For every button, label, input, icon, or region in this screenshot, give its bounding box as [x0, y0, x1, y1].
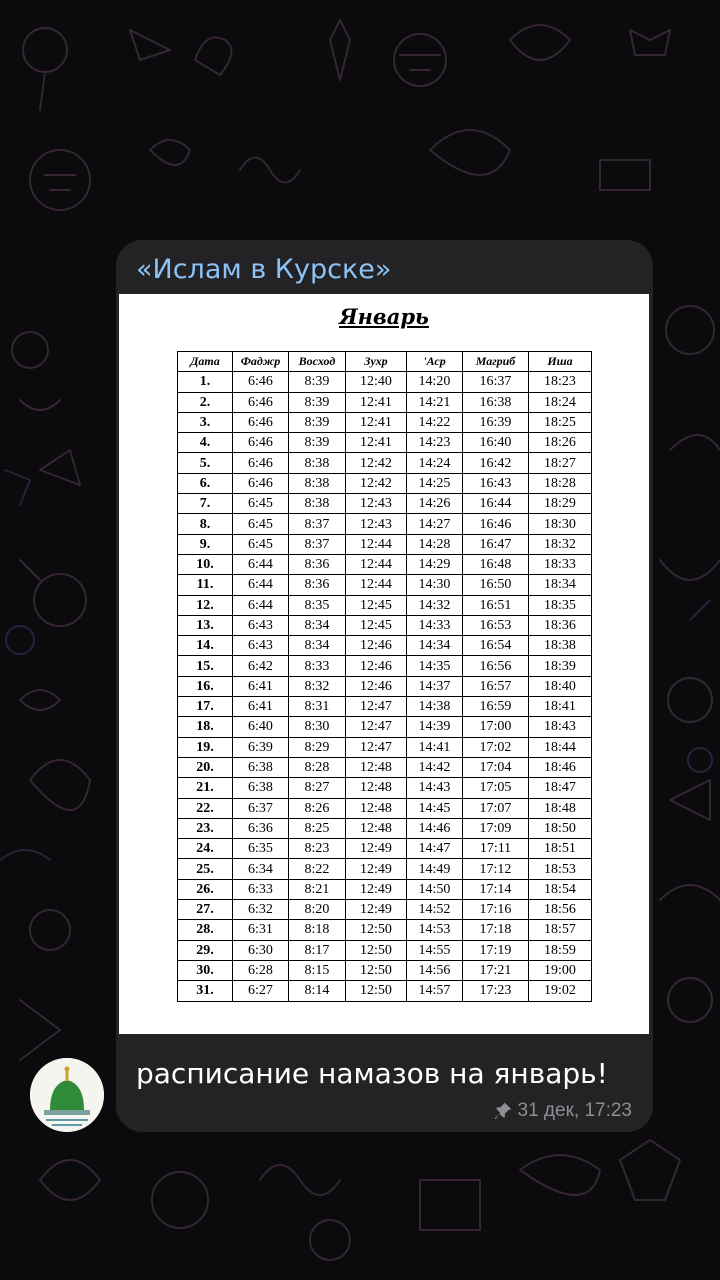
time-cell: 6:45 [233, 534, 289, 554]
time-cell: 14:38 [407, 697, 463, 717]
time-cell: 14:20 [407, 372, 463, 392]
time-cell: 6:43 [233, 615, 289, 635]
time-cell: 18:24 [529, 392, 592, 412]
time-cell: 14:29 [407, 554, 463, 574]
time-cell: 6:40 [233, 717, 289, 737]
time-cell: 6:39 [233, 737, 289, 757]
time-cell: 16:53 [463, 615, 529, 635]
time-cell: 6:44 [233, 575, 289, 595]
date-cell: 23. [178, 818, 233, 838]
time-cell: 18:43 [529, 717, 592, 737]
time-cell: 6:42 [233, 656, 289, 676]
time-cell: 14:32 [407, 595, 463, 615]
time-cell: 8:32 [289, 676, 346, 696]
time-cell: 8:26 [289, 798, 346, 818]
time-cell: 18:50 [529, 818, 592, 838]
table-row [178, 636, 592, 656]
table-row [178, 575, 592, 595]
table-header-row [178, 352, 592, 372]
time-cell: 6:46 [233, 433, 289, 453]
time-cell: 18:30 [529, 514, 592, 534]
time-cell: 12:45 [346, 615, 407, 635]
date-cell: 25. [178, 859, 233, 879]
time-cell: 12:41 [346, 392, 407, 412]
table-row [178, 839, 592, 859]
table-row [178, 900, 592, 920]
time-cell: 8:34 [289, 636, 346, 656]
time-cell: 18:27 [529, 453, 592, 473]
time-cell: 17:11 [463, 839, 529, 859]
time-cell: 14:52 [407, 900, 463, 920]
time-cell: 12:47 [346, 737, 407, 757]
table-row [178, 920, 592, 940]
date-cell: 18. [178, 717, 233, 737]
time-cell: 12:44 [346, 554, 407, 574]
time-cell: 12:45 [346, 595, 407, 615]
time-cell: 8:20 [289, 900, 346, 920]
time-cell: 18:28 [529, 473, 592, 493]
time-cell: 12:43 [346, 494, 407, 514]
time-cell: 6:44 [233, 554, 289, 574]
time-cell: 12:50 [346, 920, 407, 940]
time-cell: 14:56 [407, 960, 463, 980]
time-cell: 17:04 [463, 757, 529, 777]
time-cell: 17:23 [463, 981, 529, 1001]
time-cell: 6:46 [233, 473, 289, 493]
time-cell: 14:33 [407, 615, 463, 635]
message-meta [492, 1096, 632, 1126]
time-cell: 8:25 [289, 818, 346, 838]
time-cell: 17:00 [463, 717, 529, 737]
table-row [178, 615, 592, 635]
date-cell: 11. [178, 575, 233, 595]
time-cell: 8:38 [289, 453, 346, 473]
time-cell: 17:05 [463, 778, 529, 798]
channel-name[interactable]: «Ислам в Курске» [136, 254, 392, 285]
time-cell: 12:44 [346, 534, 407, 554]
time-cell: 12:42 [346, 473, 407, 493]
time-cell: 8:37 [289, 534, 346, 554]
time-cell: 6:28 [233, 960, 289, 980]
time-cell: 16:51 [463, 595, 529, 615]
time-cell: 12:50 [346, 940, 407, 960]
table-row [178, 981, 592, 1001]
time-cell: 18:38 [529, 636, 592, 656]
date-cell: 2. [178, 392, 233, 412]
time-cell: 12:43 [346, 514, 407, 534]
time-cell: 6:33 [233, 879, 289, 899]
time-cell: 18:44 [529, 737, 592, 757]
date-cell: 3. [178, 412, 233, 432]
table-row [178, 595, 592, 615]
time-cell: 12:50 [346, 960, 407, 980]
time-cell: 8:23 [289, 839, 346, 859]
prayer-schedule-table [177, 351, 592, 1002]
time-cell: 17:02 [463, 737, 529, 757]
table-header-cell: Фаджр [233, 352, 289, 372]
time-cell: 12:46 [346, 676, 407, 696]
table-row [178, 798, 592, 818]
date-cell: 6. [178, 473, 233, 493]
time-cell: 18:40 [529, 676, 592, 696]
time-cell: 12:47 [346, 697, 407, 717]
time-cell: 17:19 [463, 940, 529, 960]
time-cell: 8:38 [289, 473, 346, 493]
table-row [178, 372, 592, 392]
table-row [178, 433, 592, 453]
time-cell: 14:49 [407, 859, 463, 879]
time-cell: 17:12 [463, 859, 529, 879]
time-cell: 12:48 [346, 818, 407, 838]
table-row [178, 757, 592, 777]
time-cell: 14:46 [407, 818, 463, 838]
time-cell: 18:57 [529, 920, 592, 940]
table-row [178, 534, 592, 554]
time-cell: 6:46 [233, 372, 289, 392]
date-cell: 17. [178, 697, 233, 717]
table-row [178, 778, 592, 798]
time-cell: 18:56 [529, 900, 592, 920]
time-cell: 6:34 [233, 859, 289, 879]
time-cell: 14:24 [407, 453, 463, 473]
date-cell: 20. [178, 757, 233, 777]
time-cell: 14:35 [407, 656, 463, 676]
time-cell: 8:21 [289, 879, 346, 899]
time-cell: 17:16 [463, 900, 529, 920]
time-cell: 8:15 [289, 960, 346, 980]
date-cell: 5. [178, 453, 233, 473]
date-cell: 26. [178, 879, 233, 899]
time-cell: 14:28 [407, 534, 463, 554]
time-cell: 8:34 [289, 615, 346, 635]
date-cell: 10. [178, 554, 233, 574]
time-cell: 14:26 [407, 494, 463, 514]
table-row [178, 737, 592, 757]
time-cell: 8:36 [289, 575, 346, 595]
time-cell: 16:43 [463, 473, 529, 493]
date-cell: 14. [178, 636, 233, 656]
time-cell: 18:33 [529, 554, 592, 574]
date-cell: 8. [178, 514, 233, 534]
date-cell: 30. [178, 960, 233, 980]
time-cell: 14:27 [407, 514, 463, 534]
time-cell: 18:47 [529, 778, 592, 798]
date-cell: 9. [178, 534, 233, 554]
table-header-cell: Восход [289, 352, 346, 372]
time-cell: 8:18 [289, 920, 346, 940]
table-row [178, 412, 592, 432]
channel-avatar[interactable] [30, 1058, 104, 1132]
time-cell: 8:33 [289, 656, 346, 676]
table-row [178, 453, 592, 473]
time-cell: 16:59 [463, 697, 529, 717]
time-cell: 14:25 [407, 473, 463, 493]
time-cell: 18:26 [529, 433, 592, 453]
date-cell: 27. [178, 900, 233, 920]
time-cell: 16:57 [463, 676, 529, 696]
table-row [178, 514, 592, 534]
table-header-cell: Дата [178, 352, 233, 372]
time-cell: 6:45 [233, 514, 289, 534]
table-row [178, 818, 592, 838]
time-cell: 12:48 [346, 798, 407, 818]
time-cell: 8:36 [289, 554, 346, 574]
time-cell: 12:49 [346, 879, 407, 899]
time-cell: 17:18 [463, 920, 529, 940]
time-cell: 14:50 [407, 879, 463, 899]
time-cell: 17:14 [463, 879, 529, 899]
time-cell: 8:31 [289, 697, 346, 717]
date-cell: 19. [178, 737, 233, 757]
date-cell: 13. [178, 615, 233, 635]
time-cell: 8:27 [289, 778, 346, 798]
time-cell: 16:54 [463, 636, 529, 656]
time-cell: 16:39 [463, 412, 529, 432]
time-cell: 18:32 [529, 534, 592, 554]
time-cell: 6:37 [233, 798, 289, 818]
table-row [178, 940, 592, 960]
time-cell: 16:46 [463, 514, 529, 534]
time-cell: 14:43 [407, 778, 463, 798]
time-cell: 19:02 [529, 981, 592, 1001]
time-cell: 8:39 [289, 372, 346, 392]
table-row [178, 494, 592, 514]
time-cell: 6:35 [233, 839, 289, 859]
time-cell: 12:46 [346, 656, 407, 676]
time-cell: 14:45 [407, 798, 463, 818]
time-cell: 16:42 [463, 453, 529, 473]
time-cell: 18:51 [529, 839, 592, 859]
time-cell: 18:36 [529, 615, 592, 635]
time-cell: 8:39 [289, 412, 346, 432]
time-cell: 6:32 [233, 900, 289, 920]
time-cell: 6:43 [233, 636, 289, 656]
date-cell: 16. [178, 676, 233, 696]
time-cell: 14:22 [407, 412, 463, 432]
time-cell: 14:47 [407, 839, 463, 859]
time-cell: 18:29 [529, 494, 592, 514]
date-cell: 15. [178, 656, 233, 676]
time-cell: 6:45 [233, 494, 289, 514]
time-cell: 12:48 [346, 778, 407, 798]
time-cell: 8:17 [289, 940, 346, 960]
time-cell: 8:38 [289, 494, 346, 514]
time-cell: 12:50 [346, 981, 407, 1001]
time-cell: 12:49 [346, 859, 407, 879]
time-cell: 14:23 [407, 433, 463, 453]
time-cell: 17:21 [463, 960, 529, 980]
time-cell: 6:30 [233, 940, 289, 960]
message-timestamp: 31 дек, 17:23 [517, 1100, 632, 1121]
time-cell: 14:37 [407, 676, 463, 696]
time-cell: 18:54 [529, 879, 592, 899]
time-cell: 16:38 [463, 392, 529, 412]
time-cell: 18:59 [529, 940, 592, 960]
time-cell: 6:31 [233, 920, 289, 940]
time-cell: 6:46 [233, 412, 289, 432]
time-cell: 8:22 [289, 859, 346, 879]
time-cell: 14:34 [407, 636, 463, 656]
time-cell: 18:25 [529, 412, 592, 432]
date-cell: 22. [178, 798, 233, 818]
time-cell: 8:29 [289, 737, 346, 757]
table-row [178, 859, 592, 879]
time-cell: 16:50 [463, 575, 529, 595]
schedule-month-title: Январь [339, 304, 429, 329]
time-cell: 18:34 [529, 575, 592, 595]
time-cell: 18:39 [529, 656, 592, 676]
time-cell: 8:39 [289, 433, 346, 453]
time-cell: 6:46 [233, 392, 289, 412]
date-cell: 7. [178, 494, 233, 514]
time-cell: 16:37 [463, 372, 529, 392]
time-cell: 18:48 [529, 798, 592, 818]
date-cell: 12. [178, 595, 233, 615]
time-cell: 14:53 [407, 920, 463, 940]
time-cell: 6:46 [233, 453, 289, 473]
date-cell: 31. [178, 981, 233, 1001]
date-cell: 1. [178, 372, 233, 392]
time-cell: 12:47 [346, 717, 407, 737]
table-header-cell: Иша [529, 352, 592, 372]
table-row [178, 473, 592, 493]
table-row [178, 676, 592, 696]
schedule-image[interactable] [119, 294, 649, 1034]
time-cell: 18:41 [529, 697, 592, 717]
time-cell: 18:53 [529, 859, 592, 879]
time-cell: 12:41 [346, 433, 407, 453]
time-cell: 8:39 [289, 392, 346, 412]
time-cell: 6:38 [233, 778, 289, 798]
time-cell: 12:46 [346, 636, 407, 656]
time-cell: 17:09 [463, 818, 529, 838]
date-cell: 21. [178, 778, 233, 798]
time-cell: 16:44 [463, 494, 529, 514]
time-cell: 16:40 [463, 433, 529, 453]
date-cell: 29. [178, 940, 233, 960]
time-cell: 12:44 [346, 575, 407, 595]
time-cell: 6:41 [233, 676, 289, 696]
mosque-dome-icon [30, 1058, 104, 1132]
table-row [178, 717, 592, 737]
time-cell: 19:00 [529, 960, 592, 980]
time-cell: 6:44 [233, 595, 289, 615]
time-cell: 12:49 [346, 900, 407, 920]
time-cell: 16:56 [463, 656, 529, 676]
pin-icon [492, 1100, 514, 1122]
date-cell: 4. [178, 433, 233, 453]
time-cell: 12:49 [346, 839, 407, 859]
time-cell: 6:36 [233, 818, 289, 838]
time-cell: 12:48 [346, 757, 407, 777]
message-caption: расписание намазов на январь! [136, 1057, 608, 1090]
time-cell: 6:41 [233, 697, 289, 717]
time-cell: 16:47 [463, 534, 529, 554]
date-cell: 24. [178, 839, 233, 859]
time-cell: 14:41 [407, 737, 463, 757]
time-cell: 18:46 [529, 757, 592, 777]
time-cell: 14:57 [407, 981, 463, 1001]
date-cell: 28. [178, 920, 233, 940]
time-cell: 14:21 [407, 392, 463, 412]
time-cell: 6:27 [233, 981, 289, 1001]
time-cell: 18:23 [529, 372, 592, 392]
time-cell: 14:42 [407, 757, 463, 777]
table-row [178, 656, 592, 676]
time-cell: 18:35 [529, 595, 592, 615]
table-header-cell: 'Аср [407, 352, 463, 372]
table-row [178, 554, 592, 574]
table-header-cell: Магриб [463, 352, 529, 372]
time-cell: 12:42 [346, 453, 407, 473]
time-cell: 14:30 [407, 575, 463, 595]
time-cell: 12:40 [346, 372, 407, 392]
time-cell: 8:30 [289, 717, 346, 737]
table-row [178, 960, 592, 980]
time-cell: 17:07 [463, 798, 529, 818]
time-cell: 8:37 [289, 514, 346, 534]
table-header-cell: Зухр [346, 352, 407, 372]
time-cell: 8:14 [289, 981, 346, 1001]
time-cell: 6:38 [233, 757, 289, 777]
time-cell: 16:48 [463, 554, 529, 574]
time-cell: 12:41 [346, 412, 407, 432]
time-cell: 8:28 [289, 757, 346, 777]
table-row [178, 697, 592, 717]
table-row [178, 392, 592, 412]
table-row [178, 879, 592, 899]
time-cell: 14:55 [407, 940, 463, 960]
time-cell: 14:39 [407, 717, 463, 737]
time-cell: 8:35 [289, 595, 346, 615]
